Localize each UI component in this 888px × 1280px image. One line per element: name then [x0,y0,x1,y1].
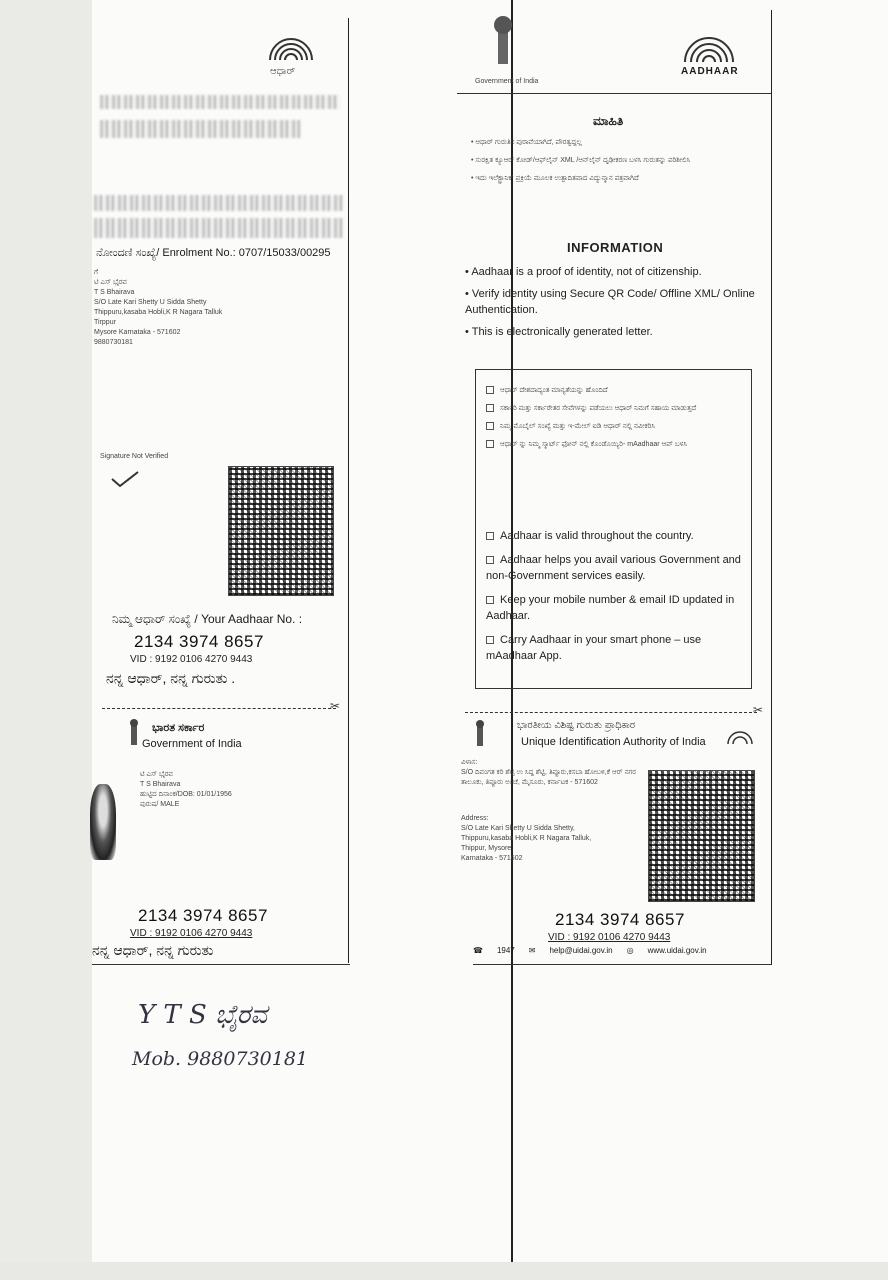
cut-line [102,708,336,709]
phone-icon: ☎ [473,946,483,955]
header-divider [457,93,771,94]
enrolment-number: ನೋಂದಣಿ ಸಂಖ್ಯೆ/ Enrolment No.: 0707/15033/00295 [96,247,331,259]
holder-photo [90,784,116,860]
left-aadhaar-letter [92,0,360,970]
kannada-info-list: • ಆಧಾರ್ ಗುರುತಿನ ಪುರಾವೆಯಾಗಿದೆ, ಪೌರತ್ವದ್ದಲ್ಲ • ಸುರಕ್ಷಿತ ಕ್ಯೂಆರ್ ಕೋಡ್/ಆಫ್‌ಲೈನ್ XML /ಆನ್‌ಲೈನ್ ದೃಢೀಕರಣ ಬಳಸಿ ಗುರುತನ್ನು ಪರಿಶೀಲಿಸಿ • ಇದು ಇಲೆಕ್ಟ್ರಾನಿಕ್ ಪ್ರಕ್ರಿಯೆ ಮೂಲಕ ಉತ್ಪಾದಿತವಾದ ವಿದ್ಯುನ್ಮಾನ ಪತ್ರವಾಗಿದೆ [471,139,691,182]
card-footer [473,946,707,955]
aadhaar-number: 2134 3974 8657 [134,632,264,651]
footer-email: help@uidai.gov.in [549,946,613,955]
information-heading: INFORMATION [567,240,664,255]
emblem-caption: Government of India [475,78,539,85]
logo-text: AADHAAR [681,66,739,77]
card-aadhaar-number: 2134 3974 8657 [138,906,268,925]
gov-kannada: ಭಾರತ ಸರ್ಕಾರ [152,722,205,734]
address-english: Address: S/O Late Kari Shetty U Sidda Shetty, Thippuru,kasaba Hobli,K R Nagara Talluk, Thippur, Mysore, Karnataka - 571602 [461,815,592,862]
left-bottom-border [92,964,350,965]
scan-margin [0,0,92,1280]
scan-bottom-edge [0,1262,888,1280]
scissors-icon: ✂ [753,703,764,717]
uidai-kannada: ಭಾರತೀಯ ವಿಶಿಷ್ಟ ಗುರುತು ಪ್ರಾಧಿಕಾರ [517,720,636,731]
fingerprint-icon [677,26,741,66]
handwritten-signature: Y T S ಭೈರವ [138,1000,268,1030]
information-list: • Aadhaar is a proof of identity, not of citizenship. • Verify identity using Secure QR Code/ Offline XML/ Online Authentication. • This is electronically generated letter. [465,266,755,338]
signature-status: Signature Not Verified [100,453,169,460]
web-icon: ◎ [626,946,634,955]
qr-code [228,466,334,596]
emblem-icon [128,718,140,753]
right-aadhaar-letter [455,0,780,970]
card-vid: VID : 9192 0106 4270 9443 [548,932,671,943]
handwritten-mobile: Mob. 9880730181 [132,1048,309,1070]
emblem-icon [473,718,487,753]
right-panel-border [771,10,772,965]
redacted-text [100,95,340,109]
recipient-address: ಗೆ ಟಿ ಎಸ್ ಭೈರವ T S Bhairava S/O Late Kari Shetty U Sidda Shetty Thippuru,kasaba Hobli,K R Nagara Talluk Tirppur Mysore Karnataka - 571602 9880730181 [94,269,223,346]
redacted-text [100,120,300,138]
aadhaar-logo [260,28,322,80]
checkmark-icon [110,470,140,493]
kannada-heading: ಮಾಹಿತಿ [593,114,624,128]
redacted-text [94,195,344,211]
aadhaar-number-label: ನಿಮ್ಮ ಆಧಾರ್ ಸಂಖ್ಯೆ / Your Aadhaar No. : [112,612,303,626]
gov-english: Government of India [142,738,242,750]
uidai-english: Unique Identification Authority of India [521,736,706,748]
aadhaar-mini-logo [725,724,755,753]
aadhaar-logo [677,26,741,71]
card-aadhaar-number: 2134 3974 8657 [555,910,685,929]
qr-code [648,770,755,902]
info-box [475,369,752,689]
right-bottom-border [473,964,771,965]
redacted-text [94,218,344,238]
email-icon: ✉ [528,946,536,955]
card-vid: VID : 9192 0106 4270 9443 [130,928,253,939]
tagline: ನನ್ನ ಆಧಾರ್, ನನ್ನ ಗುರುತು . [106,670,236,686]
card-tagline: ನನ್ನ ಆಧಾರ್, ನನ್ನ ಗುರುತು [92,942,214,958]
address-kannada: ವಿಳಾಸ: S/O ದಿವಂಗತ ಕರಿ ಶೆಟ್ಟಿ ಉ ಸಿದ್ದ ಶೆಟ್ಟಿ, ತಿಪ್ಪೂರು,ಕಸಬಾ ಹೋಬಳಿ,ಕೆ ಆರ್ ನಗರ ತಾಲೂಕು, ತಿಪ್ಪೂರು ಅಂಚೆ, ಮೈಸೂರು, ಕರ್ನಾಟಕ - 571602 [461,759,636,786]
card-details: ಟಿ ಎಸ್ ಭೈರವ T S Bhairava ಹುಟ್ಟಿದ ದಿನಾಂಕ/DOB: 01/01/1956 ಪುರುಷ/ MALE [140,771,232,808]
left-panel-border [348,18,349,963]
footer-web: www.uidai.gov.in [647,946,707,955]
vid-number: VID : 9192 0106 4270 9443 [130,654,253,665]
footer-phone: 1947 [496,946,515,955]
box-english-list: Aadhaar is valid throughout the country. Aadhaar helps you avail various Government and non-Government services easily. Keep your mobile number & email ID updated in Aadhaar. Carry Aadhaar in your smart phone – use mAadhaar App. [486,530,741,662]
logo-text: ಆಧಾರ್ [270,66,296,77]
box-kannada-list: ಆಧಾರ್ ದೇಶದಾದ್ಯಂತ ಮಾನ್ಯತೆಯನ್ನು ಹೊಂದಿದೆ ಸರ್ಕಾರಿ ಮತ್ತು ಸರ್ಕಾರೇತರ ಸೇವೆಗಳನ್ನು ಪಡೆಯಲು ಆಧಾರ್ ನಿಮಗೆ ಸಹಾಯ ಮಾಡುತ್ತದೆ ನಿಮ್ಮ ಮೊಬೈಲ್ ಸಂಖ್ಯೆ ಮತ್ತು ಇ-ಮೇಲ್ ಐಡಿ ಆಧಾರ್ ನಲ್ಲಿ ನವೀಕರಿಸಿ ಆಧಾರ್ ನ್ನು ನಿಮ್ಮ ಸ್ಮಾರ್ಟ್ ಫೋನ್ ನಲ್ಲಿ ಕೊಂಡೊಯ್ಯಿರಿ- mAadhaar ಆಪ್ ಬಳಸಿ [486,386,741,450]
cut-line [465,712,757,713]
state-emblem-icon [489,10,517,75]
scissors-icon: ✂ [330,699,341,713]
